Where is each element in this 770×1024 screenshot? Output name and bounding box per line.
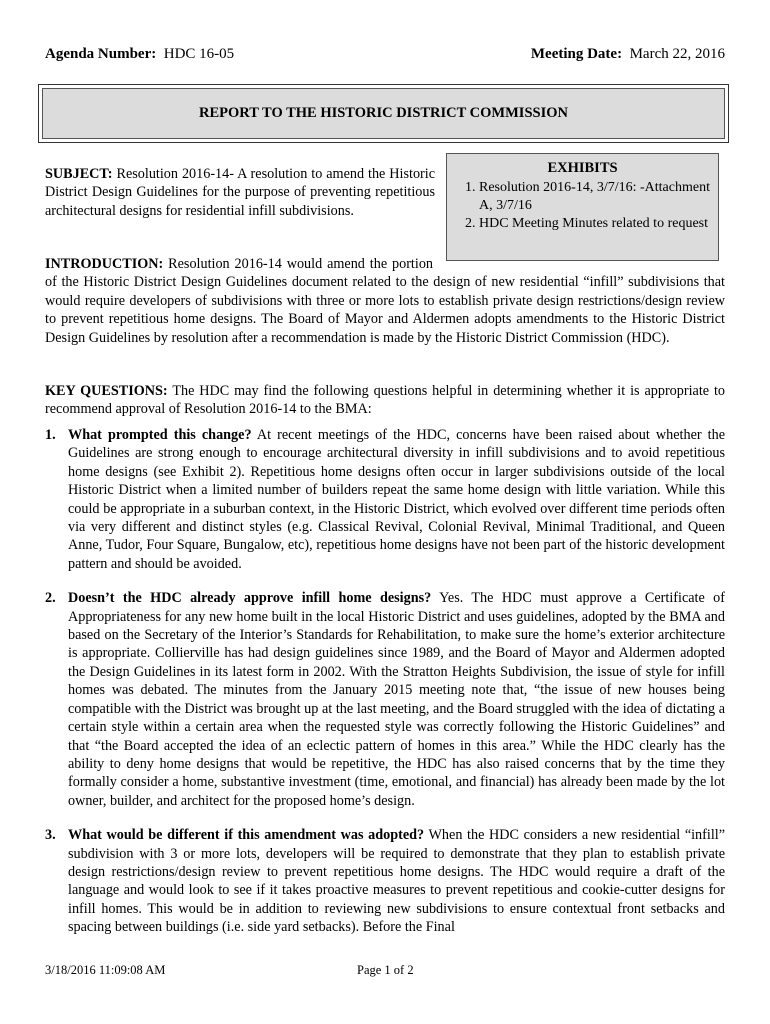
- meeting-date: [531, 46, 725, 63]
- question-number: 3.: [45, 827, 56, 844]
- agenda-number: [45, 46, 234, 63]
- introduction-label: INTRODUCTION:: [45, 256, 164, 272]
- question-number: 2.: [45, 590, 56, 607]
- question-item: [45, 826, 725, 936]
- question-text: At recent meetings of the HDC, concerns have been raised about whether the Guidelines are strong enough to encourage architectural diversity in infill subdivisions and to avoid repetitious home designs (see Exhibit 2). Repetitious home designs often occur in larger subdivisions outside of the local Historic District when a limited number of builders repeat the same home design with little variation. While this could be appropriate in a suburban context, in the Historic District, which evolved over different time periods often via very different and distinct styles (e.g. Classical Revival, Colonial Revival, Minimal Traditional, and Queen Anne, Tudor, Four Square, Bungalow, etc), repetitious home designs have not been part of the historic development pattern and should be avoided.: [68, 427, 726, 572]
- agenda-label: Agenda Number:: [45, 46, 157, 62]
- report-title: REPORT TO THE HISTORIC DISTRICT COMMISSION: [42, 88, 725, 139]
- exhibits-title: EXHIBITS: [547, 160, 618, 176]
- meeting-label: Meeting Date:: [530, 46, 623, 62]
- meeting-value: March 22, 2016: [629, 46, 725, 62]
- exhibits-list: [455, 179, 710, 233]
- subject-paragraph: [45, 165, 435, 220]
- report-title-box: [38, 84, 729, 143]
- footer-timestamp: 3/18/2016 11:09:08 AM: [45, 963, 166, 977]
- key-questions-paragraph: [45, 382, 725, 419]
- introduction-text: Resolution 2016-14 would amend the portion of the Historic District Design Guidelines document related to the design of new residential “infill” subdivisions that would require developers of subdivisions with three or more lots to establish private design restrictions/design review to prevent repetitious home designs. The Board of Mayor and Aldermen adopts amendments to the Historic District Design Guidelines by resolution after a recommendation is made by the Historic District Commission (HDC).: [45, 256, 725, 346]
- key-questions-text: The HDC may find the following questions helpful in determining whether it is appropriate to recommend approval of Resolution 2016-14 to the BMA:: [45, 383, 726, 418]
- question-item: [45, 589, 725, 810]
- question-heading: What would be different if this amendment was adopted?: [68, 827, 425, 844]
- question-heading: What prompted this change?: [68, 427, 252, 443]
- exhibit-item: 2. HDC Meeting Minutes related to request: [479, 215, 710, 233]
- key-questions-label: KEY QUESTIONS:: [45, 383, 168, 399]
- questions-list: [45, 426, 725, 953]
- question-text: When the HDC considers a new residential “infill” subdivision with 3 or more lots, developers will be required to demonstrate that they plan to establish private design restrictions/design review to prevent repetitious home designs. The HDC would require a draft of the language and would look to see if it takes proactive measures to prevent repetitious and cookie-cutter designs for infill homes. This would be in addition to reviewing new subdivisions to ensure contextual front setbacks and spacing between buildings (i.e. side yard setbacks). Before the Final: [68, 827, 725, 936]
- agenda-value: HDC 16-05: [163, 46, 235, 62]
- question-item: [45, 426, 725, 573]
- header: [45, 46, 725, 68]
- question-number: 1.: [45, 427, 56, 443]
- question-heading: Doesn’t the HDC already approve infill home designs?: [68, 590, 432, 607]
- footer-page-number: Page 1 of 2: [357, 963, 414, 977]
- exhibit-item: 1. Resolution 2016-14, 3/7/16: -Attachment A, 3/7/16: [479, 179, 710, 215]
- subject-text: Resolution 2016-14- A resolution to amend the Historic District Design Guidelines for the purpose of preventing repetitious architectural designs for residential infill subdivisions.: [45, 166, 436, 219]
- introduction-paragraph: [45, 255, 725, 347]
- question-text: Yes. The HDC must approve a Certificate of Appropriateness for any new home built in the local Historic District and uses guidelines, adopted by the BMA and based on the Secretary of the Interior’s Standards for Rehabilitation, to make sure the home’s exterior architecture is appropriate. Collierville has had design guidelines since 1989, and the Board of Mayor and Aldermen adopted the Design Guidelines in its latest form in 2002. With the Stratton Heights Subdivision, the issue of style for infill homes was debated. The minutes from the January 2015 meeting note that, “the issue of new houses being compatible with the District was brought up at the last meeting, and the Board struggled with the idea of dictating a certain style within a certain area when the requested style was correctly following the Historic Guidelines” and that “the Board accepted the idea of an eclectic pattern of homes in this area.” While the HDC clearly has the ability to deny home designs that would be repetitive, the HDC has also raised concerns that by the time they formally consider a home, substantive investment (time, emotional, and financial) has already been made by the lot owner, builder, and architect for the proposed home’s design.: [68, 590, 725, 809]
- exhibits-box: [446, 153, 719, 261]
- subject-label: SUBJECT:: [45, 166, 113, 182]
